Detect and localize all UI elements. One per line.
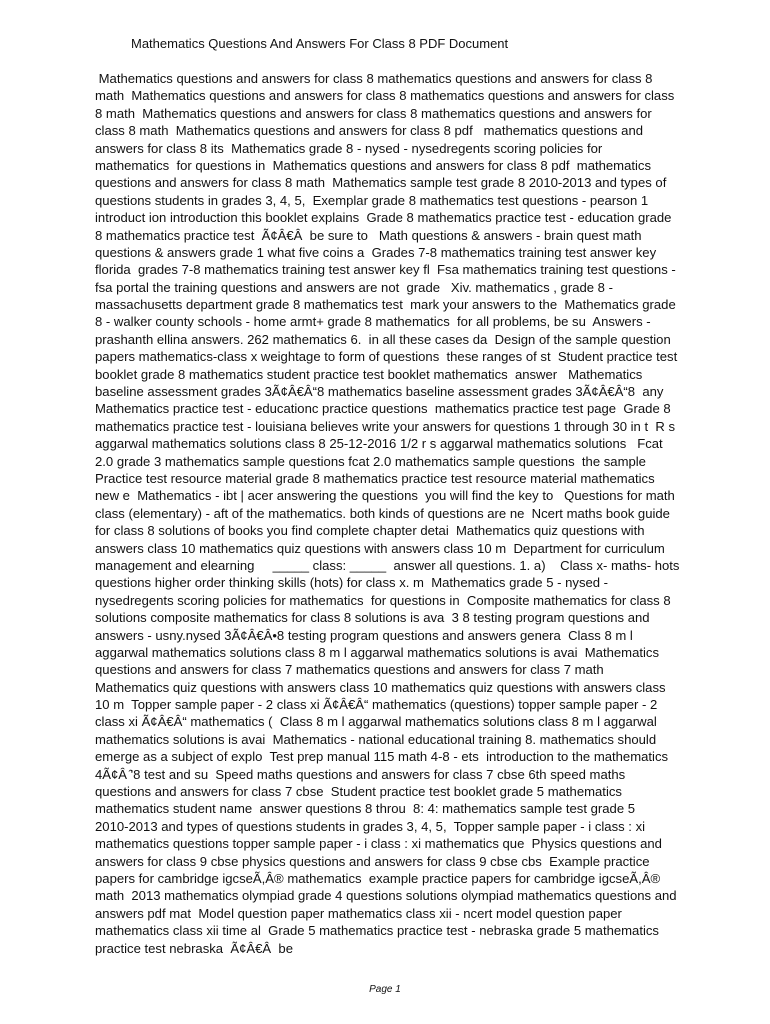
body-text-line: papers mathematics-class x weightage to form of questions these ranges of st Student practice test xyxy=(95,349,678,365)
body-text-line: management and elearning _____ class: _____ answer all questions. 1. a) Class x- maths- hots xyxy=(95,557,680,573)
body-text-line: questions & answers grade 1 what five coins a Grades 7-8 mathematics training test answer key xyxy=(95,244,657,260)
body-text-line: mathematics solutions is avai Mathematics - national educational training 8. mathematics should xyxy=(95,731,657,747)
body-text-line: mathematics questions topper sample paper - i class : xi mathematics que Physics questions and xyxy=(95,836,662,852)
body-text-line: 8 math Mathematics questions and answers for class 8 mathematics questions and answers for xyxy=(95,105,652,121)
body-text-line: class (elementary) - aft of the mathematics. both kinds of questions are ne Ncert maths book guide xyxy=(95,505,670,521)
body-text-line: 10 m Topper sample paper - 2 class xi Ã¢Â€Â“ mathematics (questions) topper sample paper - 2 xyxy=(95,697,658,713)
body-text-line: for class 8 solutions of books you find complete chapter detai Mathematics quiz questions with xyxy=(95,523,645,539)
body-text-line: 4Ã¢Â ̂'8 test and su Speed maths questions and answers for class 7 cbse 6th speed maths xyxy=(95,766,626,782)
body-text-line: questions and answers for class 7 mathematics questions and answers for class 7 math xyxy=(95,662,604,678)
page-number: Page 1 xyxy=(369,984,401,995)
body-text-line: Practice test resource material grade 8 mathematics practice test resource material mathematics xyxy=(95,470,655,486)
body-text-line: mathematics student name answer questions 8 throu 8: 4: mathematics sample test grade 5 xyxy=(95,801,636,817)
body-text-line: new e Mathematics - ibt | acer answering the questions you will find the key to Questions for math xyxy=(95,488,675,504)
body-text-line: massachusetts department grade 8 mathematics test mark your answers to the Mathematics grade xyxy=(95,297,676,313)
body-text-line: answers pdf mat Model question paper mathematics class xii - ncert model question paper xyxy=(95,905,622,921)
body-text-line: fsa portal the training questions and answers are not grade Xiv. mathematics , grade 8 - xyxy=(95,279,613,295)
body-text-line: answers for class 9 cbse physics questions and answers for class 9 cbse cbs Example practice xyxy=(95,853,650,869)
body-text-line: math Mathematics questions and answers for class 8 mathematics questions and answers for class xyxy=(95,88,675,104)
body-text-line: mathematics class xii time al Grade 5 mathematics practice test - nebraska grade 5 mathematics xyxy=(95,923,659,939)
body-text-line: answers for class 8 its Mathematics grade 8 - nysed - nysedregents scoring policies for xyxy=(95,140,603,156)
body-text-line: Mathematics quiz questions with answers class 10 mathematics quiz questions with answers class xyxy=(95,679,666,695)
body-text-line: nysedregents scoring policies for mathematics for questions in Composite mathematics for class 8 xyxy=(95,592,671,608)
body-text-line: class xi Ã¢Â€Â“ mathematics ( Class 8 m l aggarwal mathematics solutions class 8 m l aggarwal xyxy=(95,714,657,730)
body-text-line: answers - usny.nysed 3Ã¢Â€Â•8 testing program questions and answers genera Class 8 m l xyxy=(95,627,633,643)
body-text-line: Mathematics practice test - educationc practice questions mathematics practice test page Grade 8 xyxy=(95,401,671,417)
body-text-line: prashanth ellina answers. 262 mathematics 6. in all these cases da Design of the sample question xyxy=(95,331,671,347)
body-text-line: aggarwal mathematics solutions class 8 25-12-2016 1/2 r s aggarwal mathematics solutions Fcat xyxy=(95,436,663,452)
body-text-line: mathematics practice test - louisiana believes write your answers for questions 1 through 30 in t R s xyxy=(95,418,676,434)
body-text-line: practice test nebraska Ã¢Â€Â be xyxy=(95,940,293,956)
body-text-line: booklet grade 8 mathematics student practice test booklet mathematics answer Mathematics xyxy=(95,366,643,382)
document-title: Mathematics Questions And Answers For Class 8 PDF Document xyxy=(131,36,509,51)
body-text-line: aggarwal mathematics solutions class 8 m l aggarwal mathematics solutions is avai Mathematics xyxy=(95,644,659,660)
body-text-line: mathematics for questions in Mathematics questions and answers for class 8 pdf mathematics xyxy=(95,157,652,173)
body-text-line: solutions composite mathematics for class 8 solutions is ava 3 8 testing program questions and xyxy=(95,610,650,626)
body-text-line: papers for cambridge igcseÃ,Â® mathematics example practice papers for cambridge igcseÃ,Â® xyxy=(95,870,661,886)
body-text-line: Mathematics questions and answers for class 8 mathematics questions and answers for class 8 xyxy=(95,71,653,86)
body-text-line: class 8 math Mathematics questions and answers for class 8 pdf mathematics questions and xyxy=(95,123,644,139)
body-text-line: emerge as a subject of explo Test prep manual 115 math 4-8 - ets introduction to the mathematics xyxy=(95,749,669,765)
body-text-line: 2.0 grade 3 mathematics sample questions fcat 2.0 mathematics sample questions the sample xyxy=(95,453,646,469)
body-text-line: answers class 10 mathematics quiz questions with answers class 10 m Department for curriculum xyxy=(95,540,665,556)
body-text-line: 8 - walker county schools - home armt+ grade 8 mathematics for all problems, be su Answers - xyxy=(95,314,651,330)
body-text-line: baseline assessment grades 3Ã¢Â€Â“8 mathematics baseline assessment grades 3Ã¢Â€Â“8 any xyxy=(95,384,664,400)
body-text-line: florida grades 7-8 mathematics training test answer key fl Fsa mathematics training test questions - xyxy=(95,262,676,278)
body-text-line: questions students in grades 3, 4, 5, Exemplar grade 8 mathematics test questions - pearson 1 xyxy=(95,192,649,208)
body-text-line: questions and answers for class 7 cbse Student practice test booklet grade 5 mathematics xyxy=(95,784,622,800)
body-text-line: math 2013 mathematics olympiad grade 4 questions solutions olympiad mathematics questions and xyxy=(95,888,677,904)
body-text-line: questions higher order thinking skills (hots) for class x. m Mathematics grade 5 - nysed - xyxy=(95,575,609,591)
body-text-line: 2010-2013 and types of questions students in grades 3, 4, 5, Topper sample paper - i class : xi xyxy=(95,818,646,834)
body-text-line: 8 mathematics practice test Ã¢Â€Â be sure to Math questions & answers - brain quest math xyxy=(95,227,642,243)
document-body-text xyxy=(95,70,731,957)
body-text-line: questions and answers for class 8 math Mathematics sample test grade 8 2010-2013 and types of xyxy=(95,175,667,191)
body-text-line: introduct ion introduction this booklet explains Grade 8 mathematics practice test - education grade xyxy=(95,210,672,226)
